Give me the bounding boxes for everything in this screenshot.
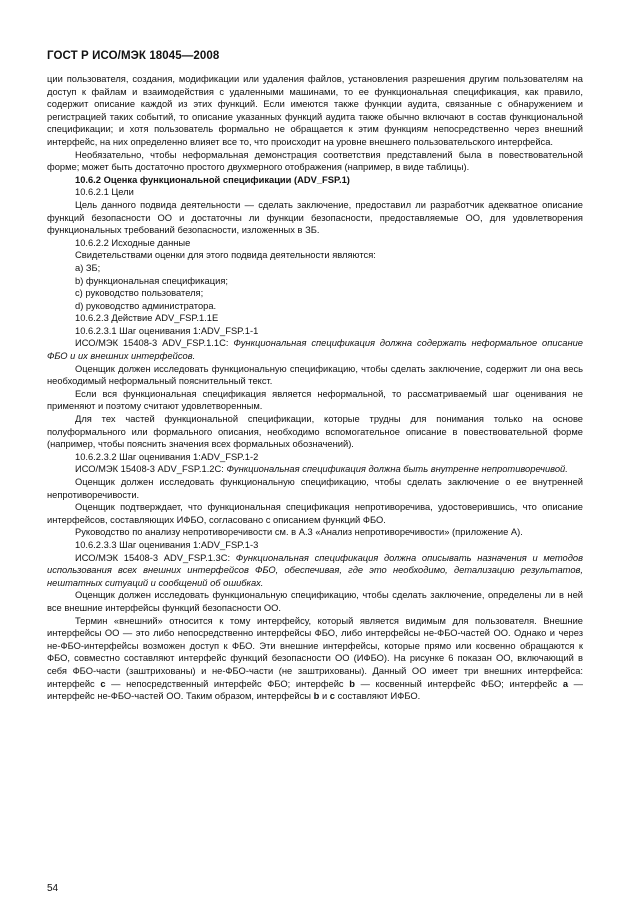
paragraph: Оценщик должен исследовать функциональную спецификацию, чтобы сделать заключение о ее внутренней непротиворечивости. <box>47 477 583 500</box>
text-run: Термин «внешний» относится к тому интерфейсу, который является видимым для пользователя. Внешние интерфейсы ОО — это либо непосредственно интерфейсы ФБО, либо интерфейсы не-ФБО-частей ОО. Однако и через не-ФБО-интерфейсы возможен доступ к ФБО. Эти внешние интерфейсы, которые прямо или косвенно обращаются к ФБО, совместно составляют интерфейс функций безопасности ОО (ИФБО). На рисунке 6 показан ОО, включающий в себя ФБО-части (заштрихованы) и не-ФБО-части (не заштрихованы). Данный ОО имеет три внешних интерфейса: интерфейс <box>47 615 583 689</box>
subsection-10-6-2-1: 10.6.2.1 Цели <box>75 187 134 198</box>
subsection-10-6-2-2: 10.6.2.2 Исходные данные <box>75 237 191 248</box>
paragraph: Если вся функциональная спецификация является неформальной, то рассматриваемый шаг оценивания не применяют и поэтому считают удовлетворенным. <box>47 388 583 412</box>
section-heading-10-6-2: 10.6.2 Оценка функциональной спецификации (ADV_FSP.1) <box>75 174 350 185</box>
list-item: d) руководство администратора. <box>75 300 217 311</box>
interface-letter: b <box>349 678 355 689</box>
requirement-text: Функциональная спецификация должна описывать назначения и методов использования всех внешних интерфейсов ФБО, обеспечивая, где это необходимо, детализацию результатов, нештатных ситуаций и сообщений об ошибках. <box>47 552 583 588</box>
requirement-paragraph <box>47 552 583 590</box>
list-item: c) руководство пользователя; <box>75 288 204 299</box>
paragraph: Необязательно, чтобы неформальная демонстрация соответствия представлений была в повествовательной форме; может быть достаточно простого двухмерного отображения (например, в виде таблицы). <box>47 149 583 173</box>
paragraph: Оценщик должен исследовать функциональную спецификацию, чтобы сделать заключение, определены ли в ней все внешние интерфейсы функций безопасности ОО. <box>47 590 583 613</box>
subsection-10-6-2-3-3: 10.6.2.3.3 Шаг оценивания 1:ADV_FSP.1-3 <box>75 539 259 550</box>
text-run: составляют ИФБО. <box>334 691 421 702</box>
page-number: 54 <box>47 883 59 894</box>
paragraph: Руководство по анализу непротиворечивости см. в А.3 «Анализ непротиворечивости» (приложение А). <box>75 527 523 538</box>
paragraph: Цель данного подвида деятельности — сделать заключение, предоставил ли разработчик адекватное описание функций безопасности ОО и достаточны ли функции безопасности, предоставляемые ОО, для удовлетворения функциональных требований безопасности, изложенных в ЗБ. <box>47 199 583 236</box>
subsection-10-6-2-3: 10.6.2.3 Действие ADV_FSP.1.1E <box>75 313 219 324</box>
text-run: и <box>319 691 330 702</box>
paragraph: Для тех частей функциональной спецификации, которые трудны для понимания только на основе полуформального или формального описания, необходимо вспомогательное описание в повествовательной форме (например, чтобы пояснить значения всех формальных обозначений). <box>47 414 583 450</box>
document-page <box>47 50 583 703</box>
requirement-paragraph <box>47 337 583 362</box>
paragraph-interfaces <box>47 615 583 703</box>
paragraph: Свидетельствами оценки для этого подвида деятельности являются: <box>75 250 376 261</box>
paragraph: Оценщик подтверждает, что функциональная спецификация непротиворечива, удостоверившись, что описание интерфейсов, составляющих ИФБО, согласовано с описанием функций ФБО. <box>47 502 583 525</box>
requirement-ref: ИСО/МЭК 15408-3 ADV_FSP.1.3C: <box>75 552 231 563</box>
interface-letter: c <box>100 678 106 689</box>
interface-letter: c <box>329 691 335 702</box>
paragraph: Оценщик должен исследовать функциональную спецификацию, чтобы сделать заключение, содержит ли она весь необходимый неформальный пояснительный текст. <box>47 363 583 387</box>
requirement-text: Функциональная спецификация должна содержать неформальное описание ФБО и их внешних интерфейсов. <box>47 338 583 362</box>
subsection-10-6-2-3-2: 10.6.2.3.2 Шаг оценивания 1:ADV_FSP.1-2 <box>75 451 259 462</box>
interface-letter: a <box>562 678 569 689</box>
text-run: — непосредственный интерфейс ФБО; интерфейс <box>105 678 350 689</box>
list-item: a) ЗБ; <box>75 262 101 273</box>
interface-letter: b <box>313 691 320 702</box>
list-item: b) функциональная спецификация; <box>75 275 228 286</box>
page-header-title: ГОСТ Р ИСО/МЭК 18045—2008 <box>47 50 220 62</box>
requirement-ref: ИСО/МЭК 15408-3 ADV_FSP.1.1C: <box>75 338 229 349</box>
requirement-paragraph <box>47 463 583 476</box>
text-run: — интерфейс не-ФБО-частей ОО. Таким образом, интерфейсы <box>47 678 583 702</box>
subsection-10-6-2-3-1: 10.6.2.3.1 Шаг оценивания 1:ADV_FSP.1-1 <box>75 325 259 336</box>
requirement-ref: ИСО/МЭК 15408-3 ADV_FSP.1.2C: <box>75 464 224 475</box>
paragraph-continuation: ции пользователя, создания, модификации или удаления файлов, установления разрешения другим пользователям на доступ к файлам и взаимодействия с удаленными машинами, то ее функциональная спецификация, как правило, содержит описание каждой из этих функций. Если имеются также функции аудита, связанные с обнаружением и регистрацией таких событий, то описание указанных функций аудита также обычно включают в состав функциональной спецификации; и хотя пользователь формально не обращается к этим функциям непосредственно через внешний интерфейс, на них определенно влияет все то, что происходит на уровне внешнего пользовательского интерфейса. <box>47 74 583 147</box>
requirement-text: Функциональная спецификация должна быть внутренне непротиворечивой. <box>226 464 568 475</box>
text-run: — косвенный интерфейс ФБО; интерфейс <box>354 678 563 689</box>
